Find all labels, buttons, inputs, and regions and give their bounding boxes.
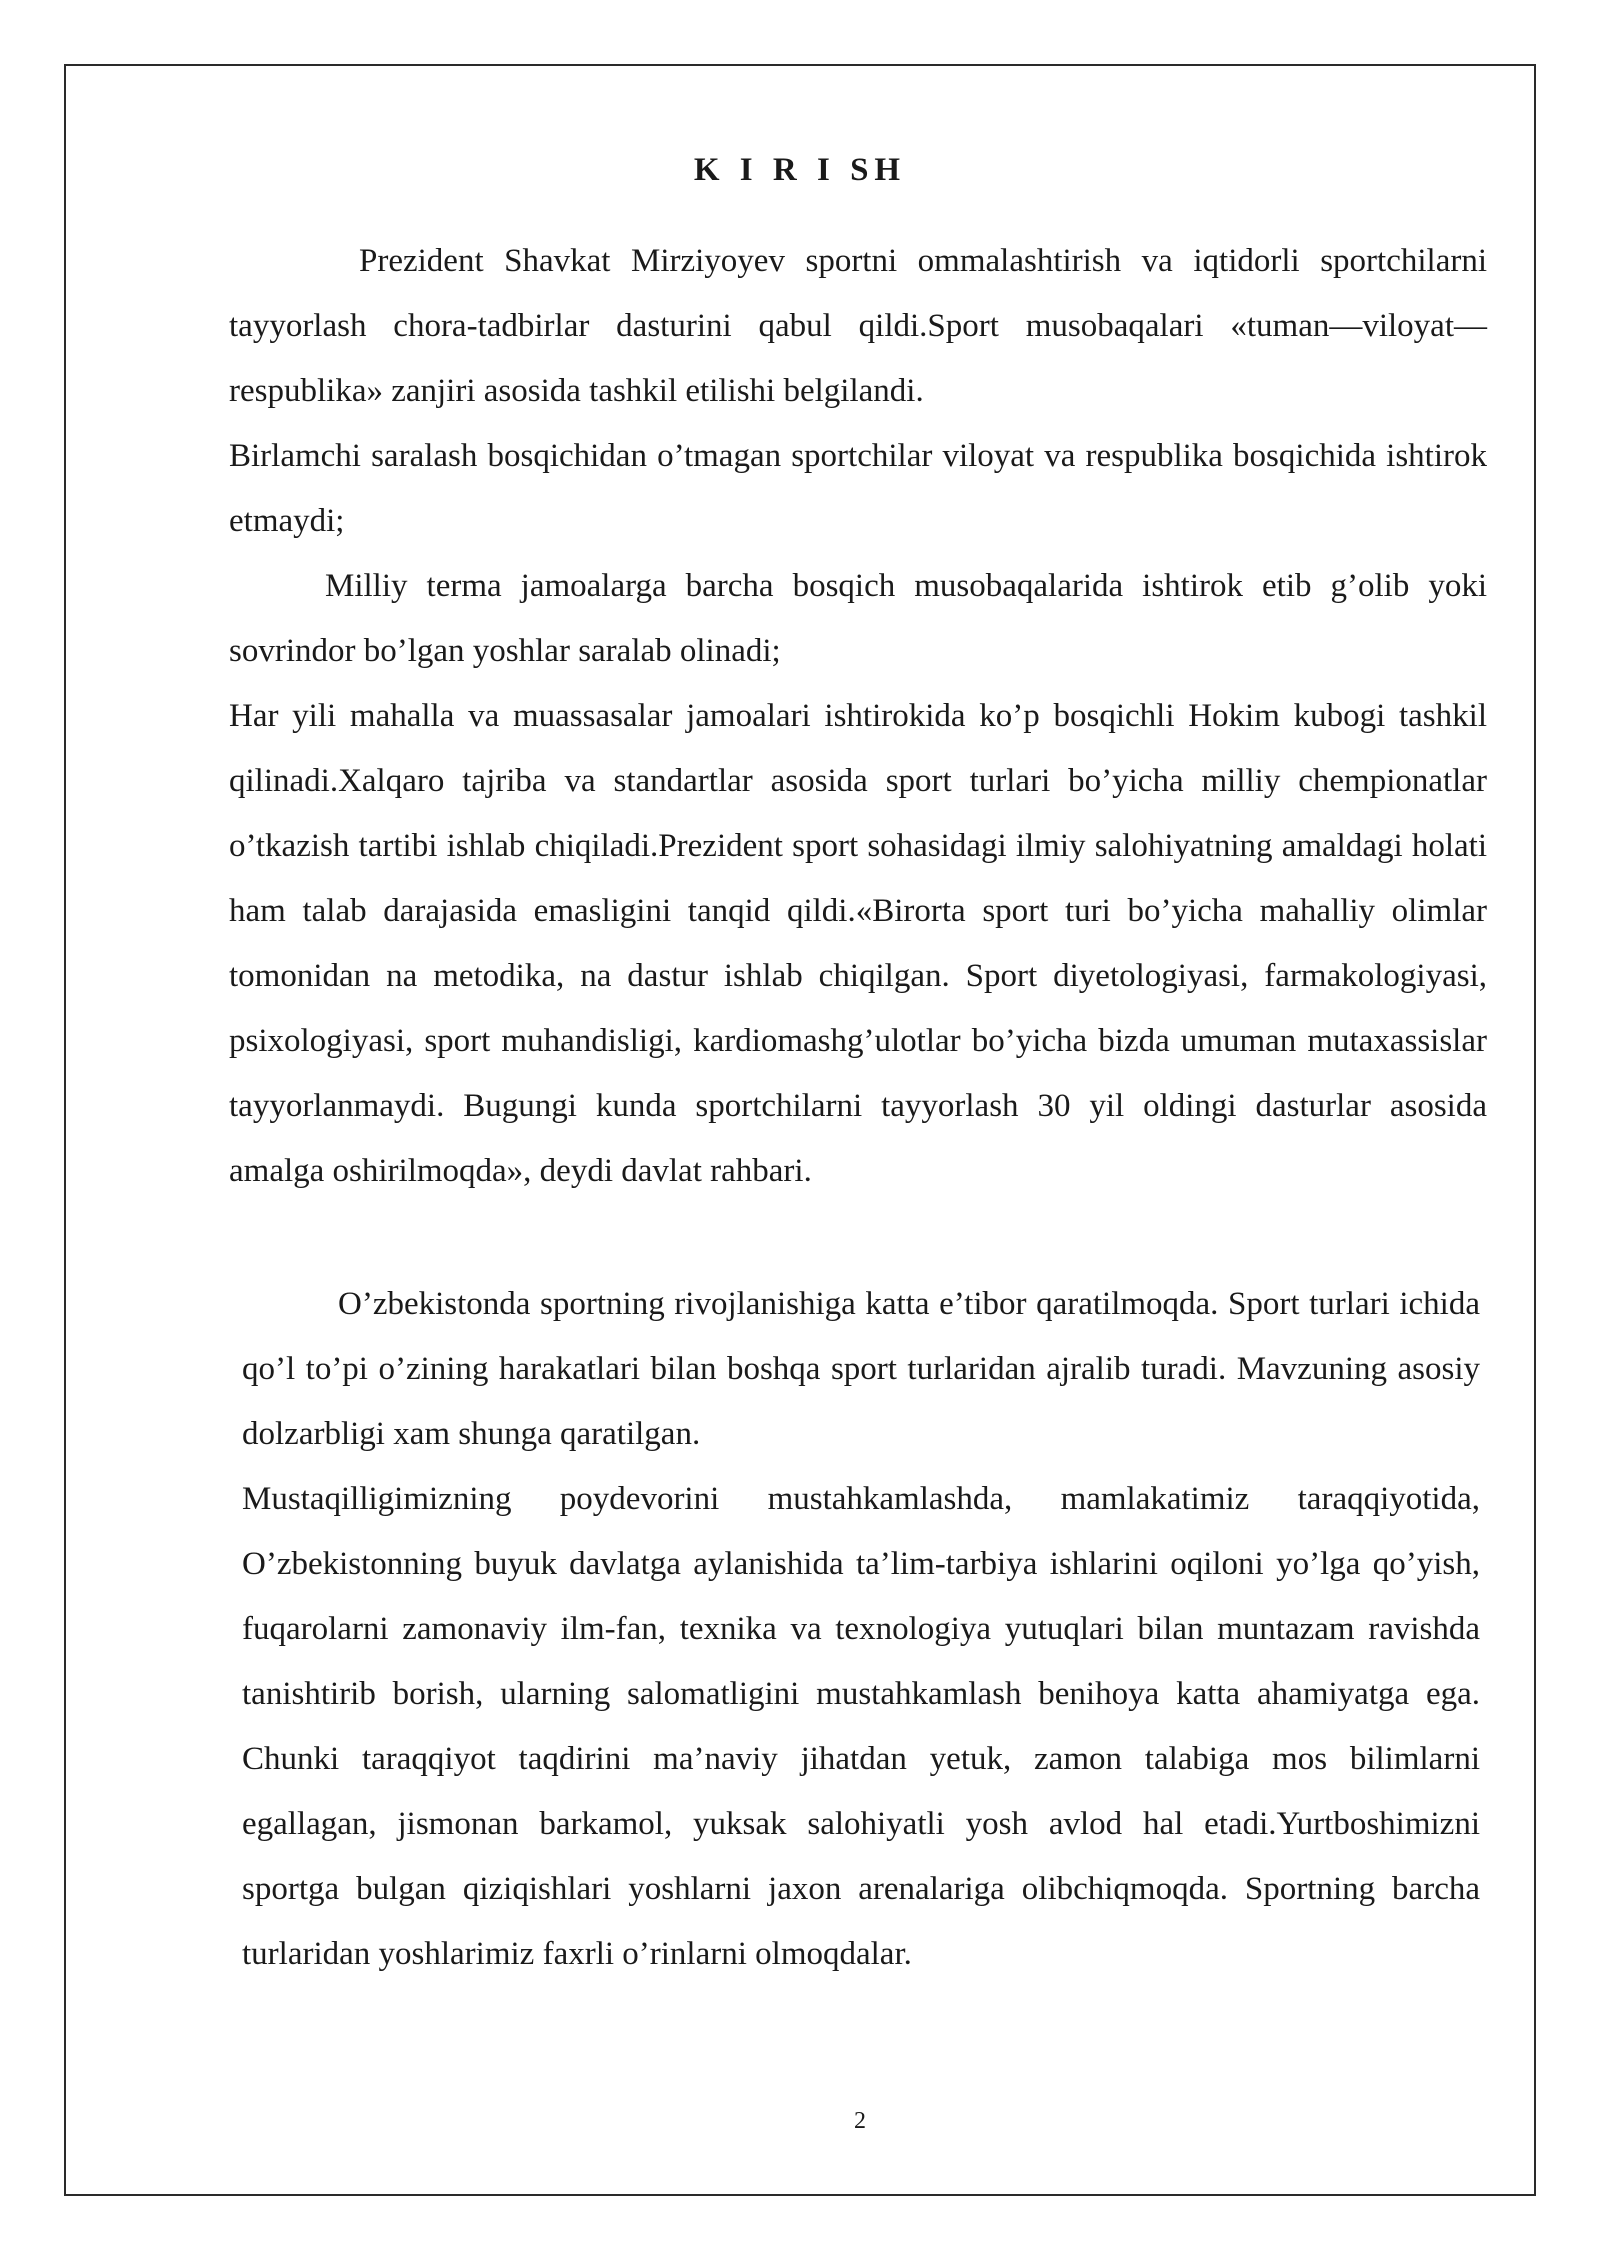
body-section-2 xyxy=(242,1272,1480,1987)
paragraph-6: Mustaqilligimizning poydevorini mustahkamlashda, mamlakatimiz taraqqiyotida, O’zbekistonning buyuk davlatga aylanishida ta’lim-tarbiya ishlarini oqiloni yo’lga qo’yish, fuqarolarni zamonaviy ilm-fan, texnika va texnologiya yutuqlari bilan muntazam ravishda tanishtirib borish, ularning salomatligini mustahkamlash benihoya katta ahamiyatga ega. Chunki taraqqiyot taqdirini ma’naviy jihatdan yetuk, zamon talabiga mos bilimlarni egallagan, jismonan barkamol, yuksak salohiyatli yosh avlod hal etadi.Yurtboshimizni sportga bulgan qiziqishlari yoshlarni jaxon arenalariga olibchiqmoqda. Sportning barcha turlaridan yoshlarimiz faxrli o’rinlarni olmoqdalar. xyxy=(242,1481,1480,1972)
paragraph-4: Har yili mahalla va muassasalar jamoalari ishtirokida ko’p bosqichli Hokim kubogi tashkil qilinadi.Xalqaro tajriba va standartlar asosida sport turlari bo’yicha milliy chempionatlar o’tkazish tartibi ishlab chiqiladi.Prezident sport sohasidagi ilmiy salohiyatning amaldagi holati ham talab darajasida emasligini tanqid qildi.«Birorta sport turi bo’yicha mahalliy olimlar tomonidan na metodika, na dastur ishlab chiqilgan. Sport diyetologiyasi, farmakologiyasi, psixologiyasi, sport muhandisligi, kardiomashg’ulotlar bo’yicha bizda umuman mutaxassislar tayyorlanmaydi. Bugungi kunda sportchilarni tayyorlash 30 yil oldingi dasturlar asosida amalga oshirilmoqda», deydi davlat rahbari. xyxy=(229,698,1487,1189)
paragraph-5: O’zbekistonda sportning rivojlanishiga katta e’tibor qaratilmoqda. Sport turlari ichida qo’l to’pi o’zining harakatlari bilan boshqa sport turlaridan ajralib turadi. Mavzuning asosiy dolzarbligi xam shunga qaratilgan. xyxy=(242,1286,1480,1452)
page-number: 2 xyxy=(854,2108,866,2134)
paragraph-1: Prezident Shavkat Mirziyoyev sportni ommalashtirish va iqtidorli sportchilarni tayyorlash chora-tadbirlar dasturini qabul qildi.Sport musobaqalari «tuman—viloyat—respublika» zanjiri asosida tashkil etilishi belgilandi. xyxy=(229,243,1487,409)
paragraph-3: Milliy terma jamoalarga barcha bosqich musobaqalarida ishtirok etib g’olib yoki sovrindor bo’lgan yoshlar saralab olinadi; xyxy=(229,568,1487,669)
paragraph-2: Birlamchi saralash bosqichidan o’tmagan sportchilar viloyat va respublika bosqichida ishtirok etmaydi; xyxy=(229,438,1487,539)
body-section-1 xyxy=(229,229,1487,1204)
document-title: K I R I SH xyxy=(693,152,907,188)
